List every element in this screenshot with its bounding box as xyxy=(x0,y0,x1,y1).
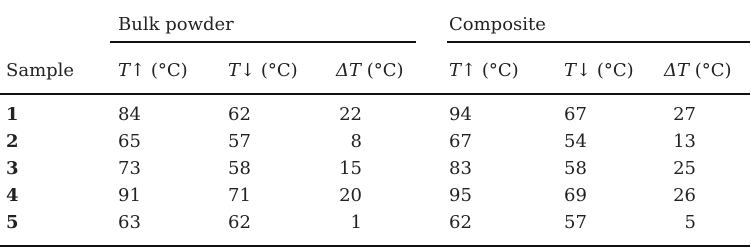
column-header-composite-t-up: T↑ (°C) xyxy=(449,60,519,81)
group-header-composite: Composite xyxy=(449,14,546,35)
row-1-bulk-delta-t: 22 xyxy=(339,104,362,125)
row-4-composite-delta-t: 26 xyxy=(673,185,696,206)
row-1-composite-delta-t: 27 xyxy=(673,104,696,125)
row-4-bulk-delta-t: 20 xyxy=(339,185,362,206)
row-1-composite-t-up: 94 xyxy=(449,104,472,125)
group-rule-composite xyxy=(447,41,750,43)
row-2-bulk-t-down: 57 xyxy=(228,131,251,152)
row-2-bulk-t-up: 65 xyxy=(118,131,141,152)
row-5-composite-t-up: 62 xyxy=(449,212,472,233)
row-4-composite-t-down: 69 xyxy=(564,185,587,206)
row-3-bulk-delta-t: 15 xyxy=(339,158,362,179)
row-5-bulk-t-down: 62 xyxy=(228,212,251,233)
header-rule xyxy=(0,93,750,95)
row-2-composite-t-up: 67 xyxy=(449,131,472,152)
group-header-bulk-powder: Bulk powder xyxy=(118,14,234,35)
row-5-sample: 5 xyxy=(6,212,19,233)
row-5-composite-t-down: 57 xyxy=(564,212,587,233)
column-header-composite-delta-t: ΔT (°C) xyxy=(664,60,732,81)
row-4-composite-t-up: 95 xyxy=(449,185,472,206)
row-4-sample: 4 xyxy=(6,185,19,206)
row-1-bulk-t-down: 62 xyxy=(228,104,251,125)
row-3-sample: 3 xyxy=(6,158,19,179)
row-3-composite-delta-t: 25 xyxy=(673,158,696,179)
row-1-sample: 1 xyxy=(6,104,19,125)
row-2-composite-delta-t: 13 xyxy=(673,131,696,152)
row-5-bulk-delta-t: 1 xyxy=(350,212,362,233)
row-2-sample: 2 xyxy=(6,131,19,152)
column-header-composite-t-down: T↓ (°C) xyxy=(564,60,634,81)
row-5-composite-delta-t: 5 xyxy=(684,212,696,233)
row-4-bulk-t-down: 71 xyxy=(228,185,251,206)
column-header-bulk-t-down: T↓ (°C) xyxy=(228,60,298,81)
column-header-bulk-t-up: T↑ (°C) xyxy=(118,60,188,81)
row-5-bulk-t-up: 63 xyxy=(118,212,141,233)
column-header-bulk-delta-t: ΔT (°C) xyxy=(336,60,404,81)
row-4-bulk-t-up: 91 xyxy=(118,185,141,206)
bottom-rule xyxy=(0,245,750,247)
row-2-composite-t-down: 54 xyxy=(564,131,587,152)
group-rule-bulk xyxy=(110,41,416,43)
row-3-bulk-t-down: 58 xyxy=(228,158,251,179)
row-1-bulk-t-up: 84 xyxy=(118,104,141,125)
row-3-bulk-t-up: 73 xyxy=(118,158,141,179)
row-3-composite-t-down: 58 xyxy=(564,158,587,179)
row-3-composite-t-up: 83 xyxy=(449,158,472,179)
row-2-bulk-delta-t: 8 xyxy=(350,131,362,152)
row-1-composite-t-down: 67 xyxy=(564,104,587,125)
column-header-sample: Sample xyxy=(6,60,75,81)
